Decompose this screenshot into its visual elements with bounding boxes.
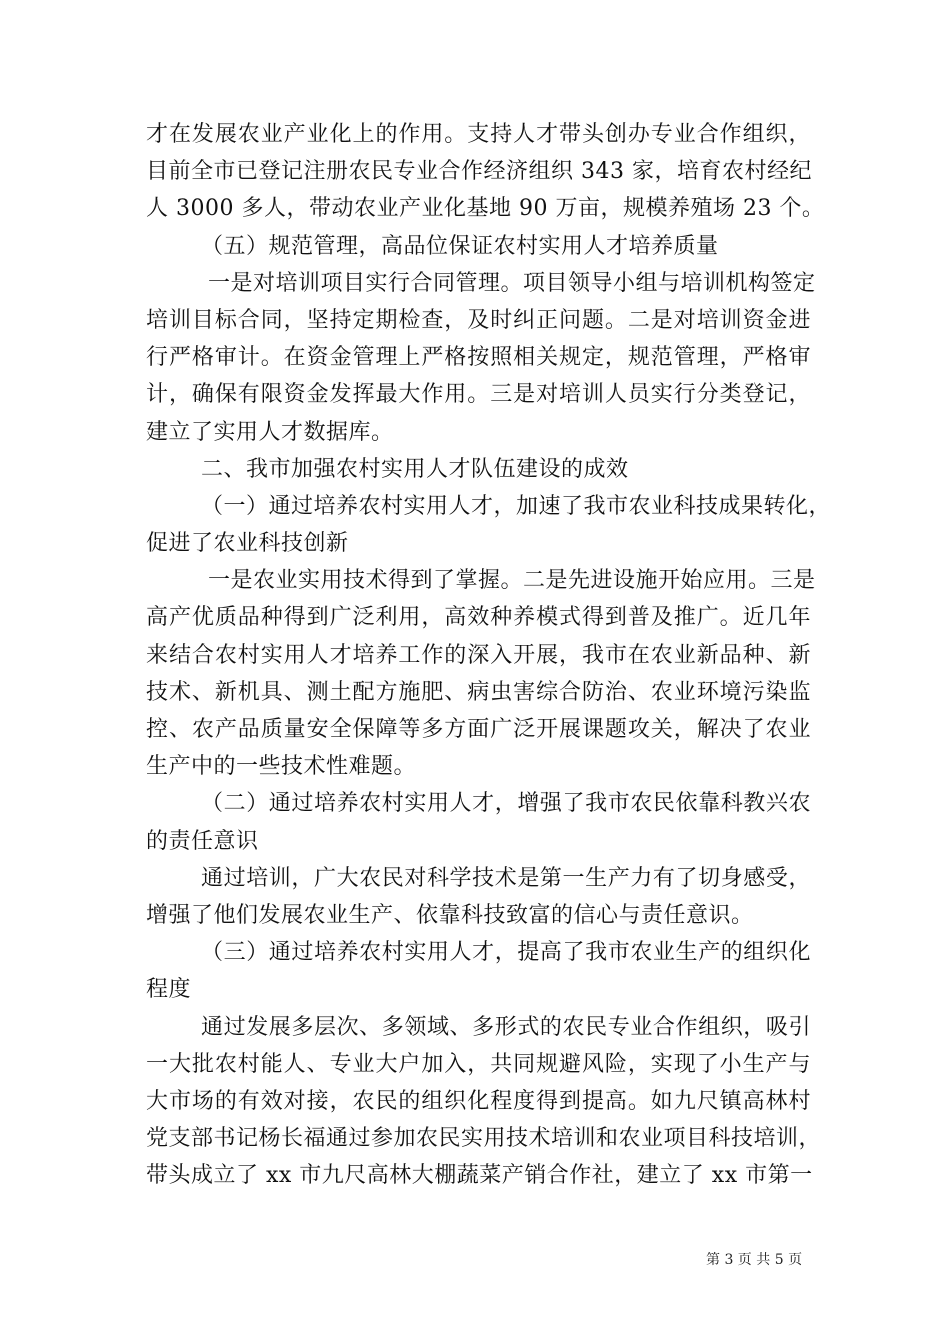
- page-number: 第 3 页 共 5 页: [706, 1252, 803, 1268]
- text-line: 控、农产品质量安全保障等多方面广泛开展课题攻关，解决了农业: [146, 717, 811, 742]
- text-line: 建立了实用人才数据库。: [146, 419, 394, 445]
- subsection-heading: 的责任意识: [146, 828, 259, 854]
- subsection-heading: （三）通过培养农村实用人才，提高了我市农业生产的组织化: [201, 940, 811, 966]
- text-line: 技术、新机具、测土配方施肥、病虫害综合防治、农业环境污染监: [146, 679, 811, 705]
- text-line: 人 3000 多人，带动农业产业化基地 90 万亩，规模养殖场 23 个。: [146, 196, 825, 222]
- text-line: 目前全市已登记注册农民专业合作经济组织 343 家，培育农村经纪: [146, 159, 812, 185]
- text-line: 带头成立了 xx 市九尺高林大棚蔬菜产销合作社，建立了 xx 市第一: [146, 1163, 813, 1189]
- document-body: [146, 116, 832, 1194]
- subsection-heading: 程度: [146, 977, 192, 1003]
- text-line: 一是农业实用技术得到了掌握。二是先进设施开始应用。三是: [208, 568, 816, 594]
- text-line: 生产中的一些技术性难题。: [146, 754, 417, 780]
- text-line: 通过培训，广大农民对科学技术是第一生产力有了切身感受，: [201, 865, 811, 891]
- text-line: 高产优质品种得到广泛利用，高效种养模式得到普及推广。近几年: [146, 605, 811, 631]
- text-line: 行严格审计。在资金管理上严格按照相关规定，规范管理，严格审: [146, 345, 811, 371]
- text-line: 来结合农村实用人才培养工作的深入开展，我市在农业新品种、新: [146, 642, 811, 668]
- text-line: 大市场的有效对接，农民的组织化程度得到提高。如九尺镇高林村: [146, 1088, 811, 1114]
- text-line: 一大批农村能人、专业大户加入，共同规避风险，实现了小生产与: [146, 1051, 811, 1077]
- text-line: 培训目标合同，坚持定期检查，及时纠正问题。二是对培训资金进: [146, 307, 811, 333]
- subsection-heading: （二）通过培养农村实用人才，增强了我市农民依靠科教兴农: [201, 791, 811, 817]
- text-line: 才在发展农业产业化上的作用。支持人才带头创办专业合作组织，: [146, 122, 811, 147]
- text-line: 增强了他们发展农业生产、依靠科技致富的信心与责任意识。: [146, 902, 754, 928]
- subsection-heading: （一）通过培养农村实用人才，加速了我市农业科技成果转化，: [201, 493, 832, 519]
- text-line: 计，确保有限资金发挥最大作用。三是对培训人员实行分类登记，: [146, 382, 811, 408]
- section-heading: （五）规范管理，高品位保证农村实用人才培养质量: [201, 233, 719, 259]
- section-heading: 二、我市加强农村实用人才队伍建设的成效: [201, 456, 629, 482]
- text-line: 党支部书记杨长福通过参加农民实用技术培训和农业项目科技培训，: [146, 1126, 822, 1152]
- text-line: 通过发展多层次、多领域、多形式的农民专业合作组织，吸引: [201, 1014, 811, 1040]
- subsection-heading: 促进了农业科技创新: [146, 531, 349, 557]
- text-line: 一是对培训项目实行合同管理。项目领导小组与培训机构签定: [208, 270, 816, 296]
